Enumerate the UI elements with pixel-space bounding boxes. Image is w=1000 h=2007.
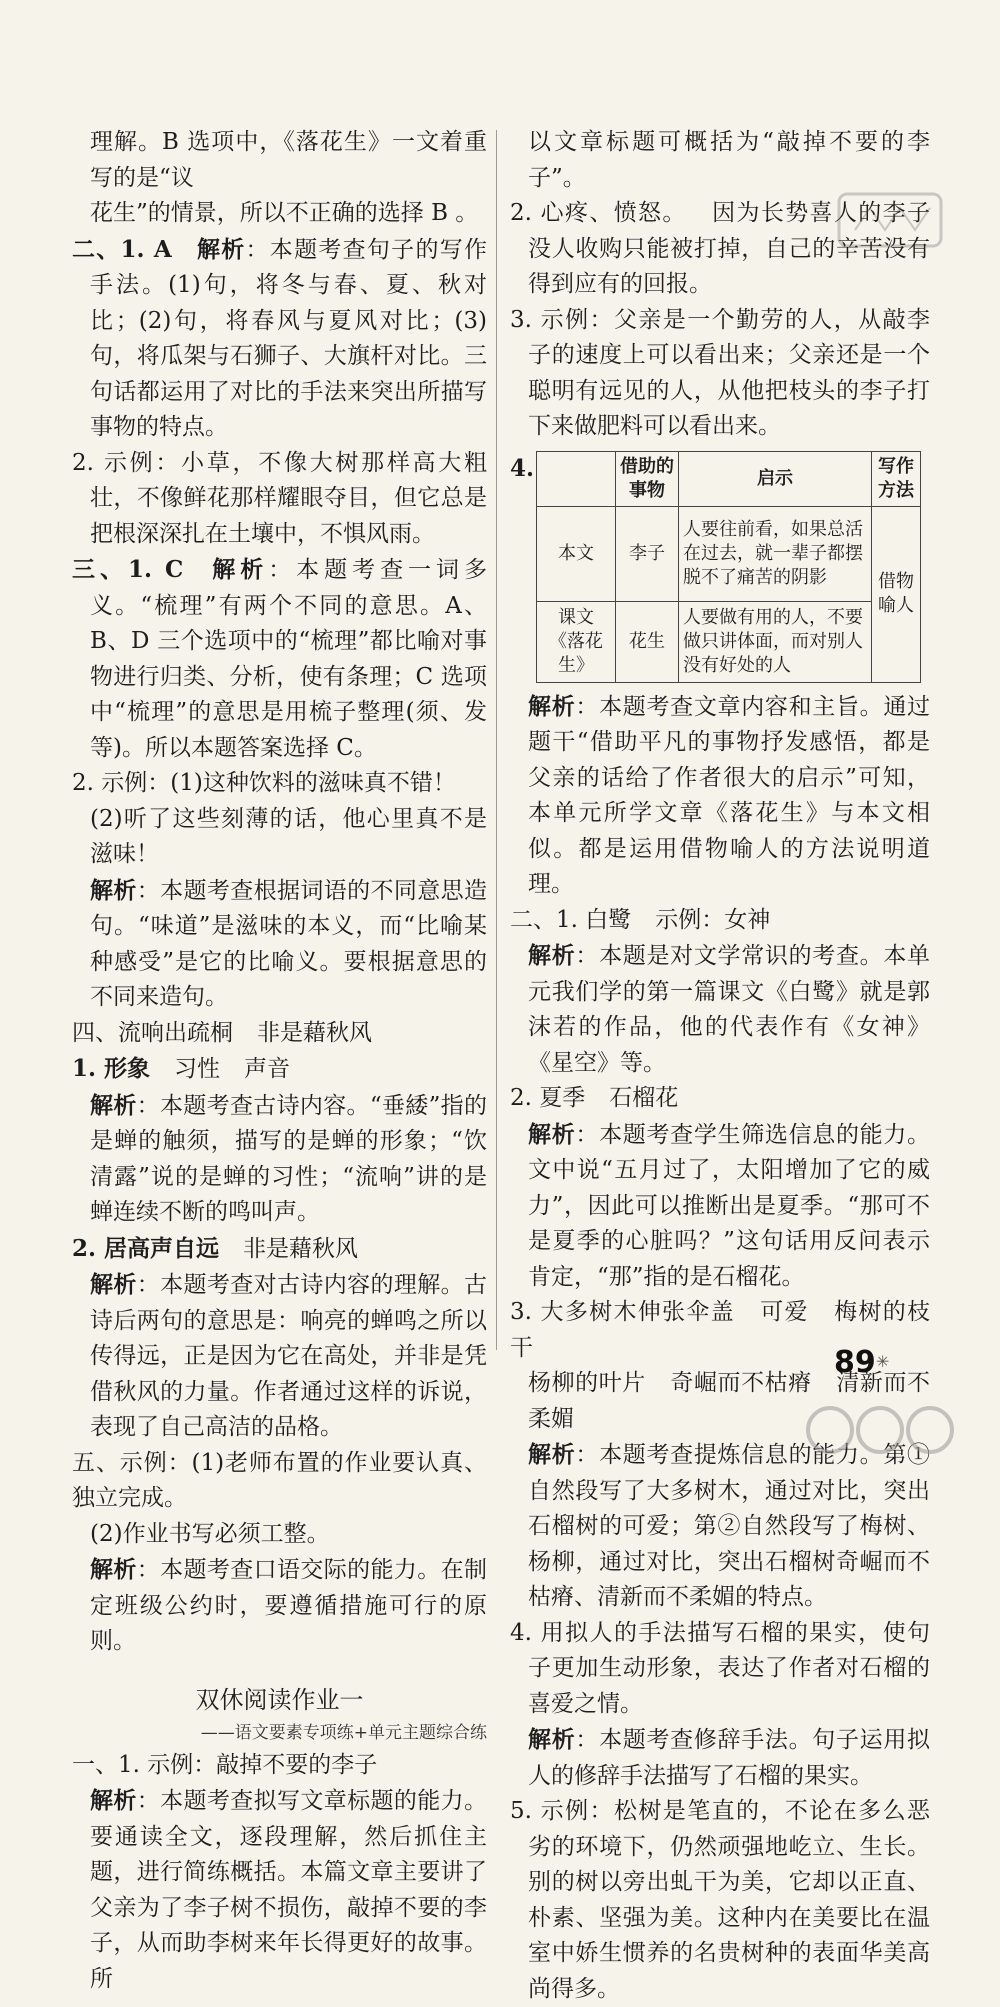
text-line: 理解。B 选项中，《落花生》一文着重写的是“议 bbox=[90, 129, 487, 191]
table-cell: 人要做有用的人，不要做只讲体面，而对别人没有好处的人 bbox=[679, 601, 872, 682]
reading-answer-d2 bbox=[510, 1081, 930, 1117]
analysis-label: 解析 bbox=[90, 1271, 137, 1298]
table-cell: 本文 bbox=[537, 506, 616, 601]
analysis-label: 解析 bbox=[528, 1120, 576, 1148]
answer-text: 2. 居高声自远 bbox=[72, 1234, 220, 1262]
reading-analysis-d4 bbox=[510, 1722, 930, 1794]
answer-text: 可爱 bbox=[758, 1299, 809, 1325]
analysis-text: ：本题考查根据词语的不同意思造句。“味道”是滋味的本义，而“比喻某种感受”是它的比喻义。要根据意思的不同来造句。 bbox=[90, 877, 487, 1010]
answer-text: 示例：女神 bbox=[655, 906, 771, 933]
answer-text: 二、1. 白鹭 bbox=[510, 906, 632, 933]
cell-text: 《落花生》 bbox=[549, 630, 603, 676]
analysis-label: 解析 bbox=[528, 1726, 576, 1753]
analysis-text: ：本题考查一词多义。“梳理”有两个不同的意思。A、B、D 三个选项中的“梳理”都比喻对事物进行归类、分析，使有条理；C 选项中“梳理”的意思是用梳子整理(须、发等)。所以本题答案选择 C。 bbox=[90, 557, 488, 761]
analysis-text: ：本题考查学生筛选信息的能力。文中说“五月过了，太阳增加了它的威力”，因此可以推断出是夏季。“那可不是夏季的心脏吗？”这句话用反问表示肯定，“那”指的是石榴花。 bbox=[528, 1121, 930, 1290]
left-column bbox=[72, 125, 487, 1997]
table-cell: 花生 bbox=[616, 601, 679, 682]
table-cell: 李子 bbox=[616, 506, 679, 601]
reading-analysis-d1 bbox=[510, 938, 930, 1081]
analysis-text: ：本题考查古诗内容。“垂緌”指的是蝉的触须，描写的是蝉的形象；“饮清露”说的是蝉的习性；“流响”讲的是蝉连续不断的鸣叫声。 bbox=[90, 1092, 487, 1225]
reading-answer-d4: 4. 用拟人的手法描写石榴的果实，使句子更加生动形象，表达了作者对石榴的喜爱之情。 bbox=[510, 1619, 930, 1717]
analysis-label: 解析 bbox=[90, 1091, 137, 1119]
analysis-text: ：本题考查文章内容和主旨。通过题干“借助平凡的事物抒发感悟，都是父亲的话给了作者很大的启示”可知，本单元所学文章《落花生》与本文相似。都是运用借物喻人的方法说明道理。 bbox=[528, 693, 930, 897]
answer-3-2b: (2)听了这些刻薄的话，他心里真不是滋味！ bbox=[90, 805, 487, 867]
answer-4-2 bbox=[72, 1231, 487, 1268]
answer-text: 非是藉秋风 bbox=[243, 1235, 359, 1262]
analysis-text: ：本题考查修辞手法。句子运用拟人的修辞手法描写了石榴的果实。 bbox=[528, 1727, 930, 1789]
answer-text: 2. 心疼、愤怒。 bbox=[510, 200, 687, 226]
section-subtitle: ——语文要素专项练+单元主题综合练 bbox=[200, 1722, 487, 1743]
analysis-label: 解析 bbox=[90, 876, 137, 904]
answer-3-2a: 2. 示例：(1)这种饮料的滋味真不错！ bbox=[72, 770, 456, 796]
answer-5b: (2)作业书写必须工整。 bbox=[90, 1520, 330, 1547]
table-header bbox=[537, 451, 616, 506]
answer-4-head bbox=[72, 1016, 487, 1052]
answer-5a: 五、示例：(1)老师布置的作业要认真、独立完成。 bbox=[72, 1449, 487, 1511]
reading-analysis-d2 bbox=[510, 1117, 930, 1296]
table-cell: 借物喻人 bbox=[872, 506, 921, 682]
cell-text: 课文 bbox=[558, 606, 594, 628]
analysis-label: 解析 bbox=[528, 942, 576, 969]
answer-text: 奇崛而不枯瘠 bbox=[669, 1370, 812, 1396]
answer-table-block bbox=[510, 451, 930, 683]
column-divider bbox=[496, 130, 497, 1350]
analysis-text: ：本题考查拟写文章标题的能力。要通读全文，逐段理解，然后抓住主题，进行简练概括。本篇文章主要讲了父亲为了李子树不损伤，敲掉不要的李子，从而助李树来年长得更好的故事。所 bbox=[90, 1788, 487, 1992]
reading-answer-3: 3. 示例：父亲是一个勤劳的人，从敲李子的速度上可以看出来；父亲还是一个聪明有远见的人，从他把枝头的李子打下来做肥料可以看出来。 bbox=[510, 306, 930, 439]
analysis-label: 解析 bbox=[207, 556, 269, 583]
reading-analysis-4 bbox=[510, 689, 930, 903]
reading-analysis-d3 bbox=[510, 1437, 930, 1616]
table-cell: 人要往前看，如果总活在过去，就一辈子都摆脱不了痛苦的阴影 bbox=[679, 506, 872, 601]
answer-text: 四、流响出疏桐 bbox=[72, 1019, 233, 1046]
answer-text: 声音 bbox=[244, 1056, 291, 1082]
page-number: 89 bbox=[834, 1345, 876, 1380]
answer-text: 1. 形象 bbox=[72, 1055, 151, 1082]
analysis-3-2 bbox=[72, 873, 487, 1016]
question-number: 三、1. C bbox=[72, 556, 184, 583]
answer-text: 非是藉秋风 bbox=[257, 1019, 372, 1046]
table-row bbox=[537, 506, 921, 601]
table-header: 启示 bbox=[679, 451, 872, 506]
star-icon: ✳ bbox=[876, 1352, 890, 1371]
analysis-4-1 bbox=[72, 1088, 487, 1231]
stamp-icon bbox=[835, 190, 945, 250]
table-row bbox=[537, 451, 921, 506]
analysis-text: ：本题考查句子的写作手法。(1)句，将冬与春、夏、秋对比；(2)句，将春风与夏风对比；(3)句，将瓜架与石狮子、大旗杆对比。三句话都运用了对比的手法来突出所描写事物的特点。 bbox=[90, 236, 488, 440]
answer-3-1 bbox=[72, 552, 487, 766]
analysis-text: ：本题是对文学常识的考查。本单元我们学的第一篇课文《白鹭》就是郭沫若的作品，他的代表作有《女神》《星空》等。 bbox=[528, 943, 930, 1076]
reading-answer-d1 bbox=[510, 903, 930, 939]
answer-table bbox=[536, 451, 921, 683]
text-line: 以文章标题可概括为“敲掉不要的李子”。 bbox=[528, 129, 930, 191]
question-number: 二、1. A bbox=[72, 235, 172, 263]
answer-text: 习性 bbox=[174, 1056, 221, 1082]
reading-answer-d5: 5. 示例：松树是笔直的，不论在多么恶劣的环境下，仍然顽强地屹立、生长。别的树以旁出虬干为美，它却以正直、朴素、坚强为美。这种内在美要比在温室中娇生惯养的名贵树种的表面华美高尚得多。 bbox=[510, 1798, 930, 2002]
section-title: 双休阅读作业一 bbox=[195, 1685, 364, 1714]
answer-2-2: 2. 示例：小草，不像大树那样高大粗壮，不像鲜花那样耀眼夺目，但它总是把根深深扎在土壤中，不惧风雨。 bbox=[72, 449, 487, 547]
answer-text: 3. 大多树木伸张伞盖 bbox=[510, 1299, 735, 1325]
analysis-label: 解析 bbox=[528, 692, 576, 720]
answer-text: 清新而不柔媚 bbox=[528, 1370, 930, 1432]
analysis-label: 解析 bbox=[90, 1787, 137, 1814]
reading-analysis-1-1 bbox=[72, 1783, 487, 1997]
analysis-label: 解析 bbox=[195, 235, 246, 263]
answer-text: 石榴花 bbox=[609, 1085, 679, 1111]
analysis-label: 解析 bbox=[528, 1441, 576, 1468]
reading-answer-1-1: 一、1. 示例：敲掉不要的李子 bbox=[72, 1751, 378, 1778]
analysis-5 bbox=[72, 1552, 487, 1660]
answer-2-1 bbox=[72, 232, 487, 446]
analysis-text: ：本题考查口语交际的能力。在制定班级公约时，要遵循措施可行的原则。 bbox=[90, 1557, 487, 1654]
analysis-4-2 bbox=[72, 1267, 487, 1446]
analysis-label: 解析 bbox=[90, 1556, 137, 1583]
answer-text: 杨柳的叶片 bbox=[528, 1370, 646, 1396]
answer-text: 梅树的枝干 bbox=[510, 1299, 930, 1361]
answer-4-1 bbox=[72, 1051, 487, 1088]
right-column bbox=[510, 125, 930, 2007]
table-header: 借助的事物 bbox=[616, 451, 679, 506]
table-cell bbox=[537, 601, 616, 682]
table-row bbox=[537, 601, 921, 682]
watermark-logo-icon bbox=[800, 1400, 960, 1460]
table-header: 写作方法 bbox=[872, 451, 921, 506]
answer-text: 2. 夏季 bbox=[510, 1085, 586, 1111]
question-number: 4. bbox=[510, 454, 535, 482]
answer-text: 因为长势喜人的李子没人收购只能被打掉，自己的辛苦没有得到应有的回报。 bbox=[528, 200, 930, 297]
analysis-text: ：本题考查提炼信息的能力。第①自然段写了大多树木，通过对比，突出石榴树的可爱；第②自然段写了梅树、杨柳，通过对比，突出石榴树奇崛而不枯瘠、清新而不柔媚的特点。 bbox=[528, 1442, 930, 1610]
text-line: 花生”的情景，所以不正确的选择 B 。 bbox=[90, 200, 479, 226]
analysis-text: ：本题考查对古诗内容的理解。古诗后两句的意思是：响亮的蝉鸣之所以传得远，正是因为它在高处，并非是凭借秋风的力量。作者通过这样的诉说，表现了自己高洁的品格。 bbox=[90, 1272, 487, 1440]
